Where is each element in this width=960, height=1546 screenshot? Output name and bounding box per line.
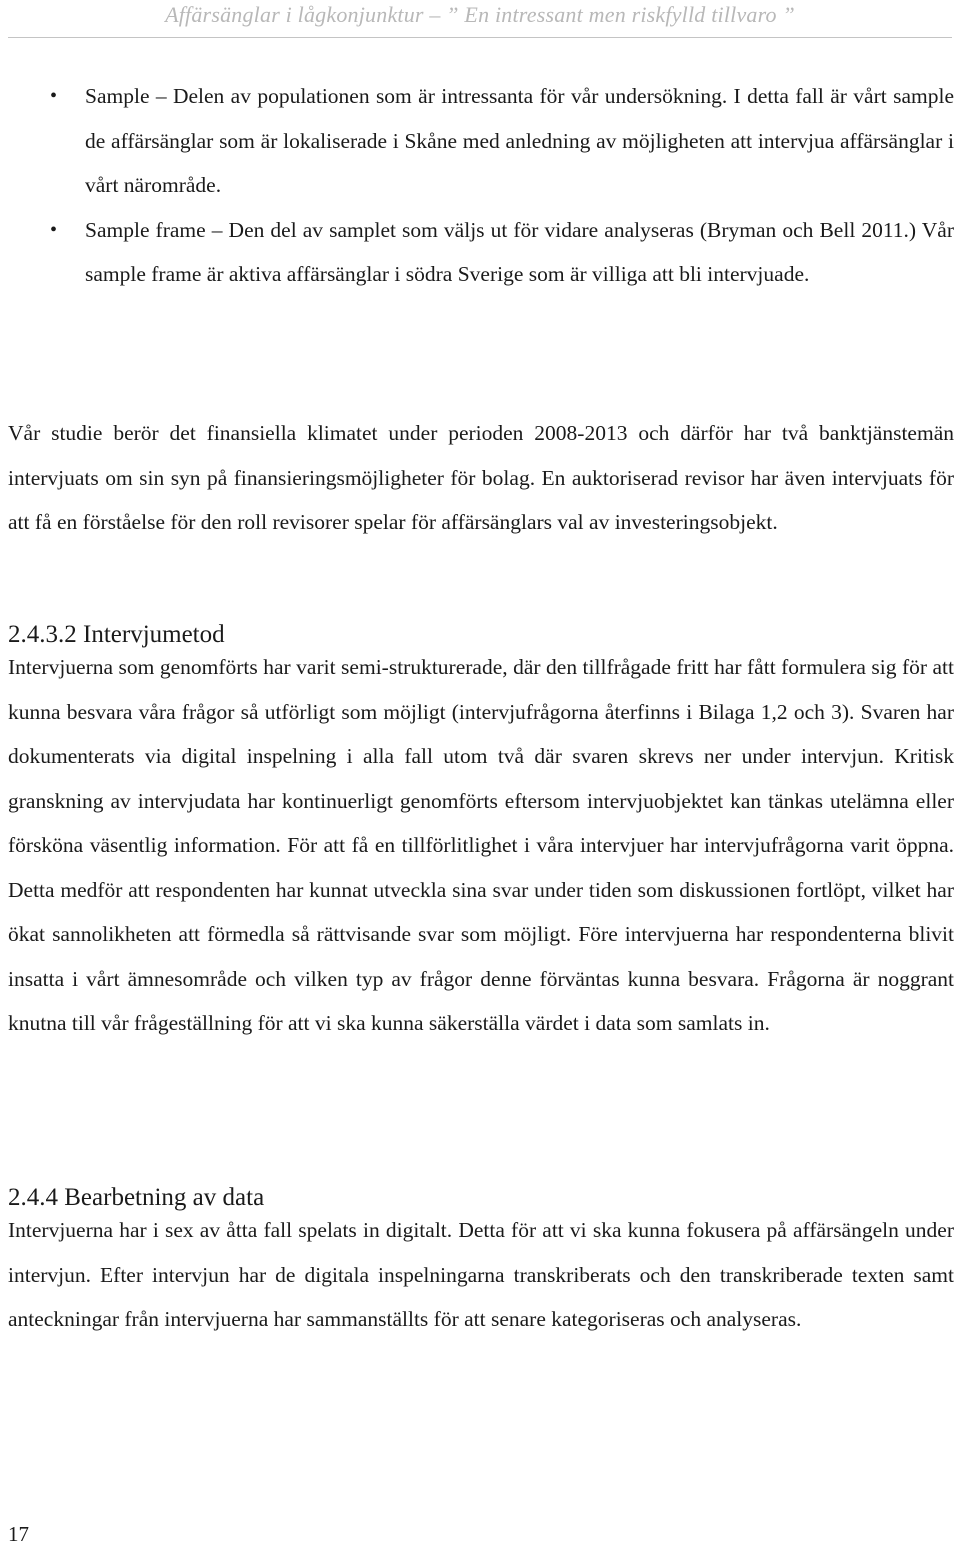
section-heading-intervjumetod: 2.4.3.2 Intervjumetod <box>8 621 225 648</box>
running-header: Affärsänglar i lågkonjunktur – ” En intressant men riskfylld tillvaro ” <box>165 2 795 27</box>
header-divider <box>8 37 952 38</box>
bullet-icon: • <box>50 85 58 107</box>
list-item-sample-frame <box>8 208 954 297</box>
bullet-icon: • <box>50 218 58 241</box>
list-item-sample <box>8 74 954 208</box>
list-item-text: Sample frame – Den del av samplet som väljs ut för vidare analyseras (Bryman och Bell 2011.) Vår sample frame är aktiva affärsänglar i södra Sverige som är villiga att bli intervjuade. <box>85 217 954 286</box>
list-item-text: Sample – Delen av populationen som är intressanta för vår undersökning. I detta fall är vårt sample de affärsänglar som är lokaliserade i Skåne med anledning av möjligheten att intervjua affärsänglar i vårt närområde. <box>85 84 954 197</box>
section-heading-bearbetning: 2.4.4 Bearbetning av data <box>8 1184 265 1211</box>
section-body-intervjumetod: Intervjuerna som genomförts har varit semi-strukturerade, där den tillfrågade fritt har fått formulera sig för att kunna besvara våra frågor så utförligt som möjligt (intervjufrågorna återfinns i Bilaga 1,2 och 3). Svaren har dokumenterats via digital inspelning i alla fall utom två där svaren skrevs ner under intervjun. Kritisk granskning av intervjudata har kontinuerligt genomförts eftersom intervjuobjektet kan tänkas utelämna eller försköna väsentlig information. För att få en tillförlitlighet i våra intervjuer har intervjufrågorna varit öppna. Detta medför att respondenten har kunnat utveckla sina svar under tiden som diskussionen fortlöpt, vilket har ökat sannolikheten att förmedla så rättvisande svar som möjligt. Före intervjuerna har respondenterna blivit insatta i vårt ämnesområde och vilken typ av frågor denne förväntas kunna besvara. Frågorna är noggrant knutna till vår frågeställning för att vi ska kunna säkerställa värdet i data som samlats in. <box>8 655 954 1035</box>
definition-list <box>8 74 954 297</box>
intro-paragraph: Vår studie berör det finansiella klimatet under perioden 2008-2013 och därför har två banktjänstemän intervjuats om sin syn på finansieringsmöjligheter för bolag. En auktoriserad revisor har även intervjuats för att få en förståelse för den roll revisorer spelar för affärsänglars val av investeringsobjekt. <box>8 421 954 534</box>
section-body-bearbetning: Intervjuerna har i sex av åtta fall spelats in digitalt. Detta för att vi ska kunna fokusera på affärsängeln under intervjun. Efter intervjun har de digitala inspelningarna transkriberats och den transkriberade texten samt anteckningar från intervjuerna har sammanställts för att senare kategoriseras och analyseras. <box>8 1218 954 1331</box>
page-number: 17 <box>8 1522 29 1546</box>
